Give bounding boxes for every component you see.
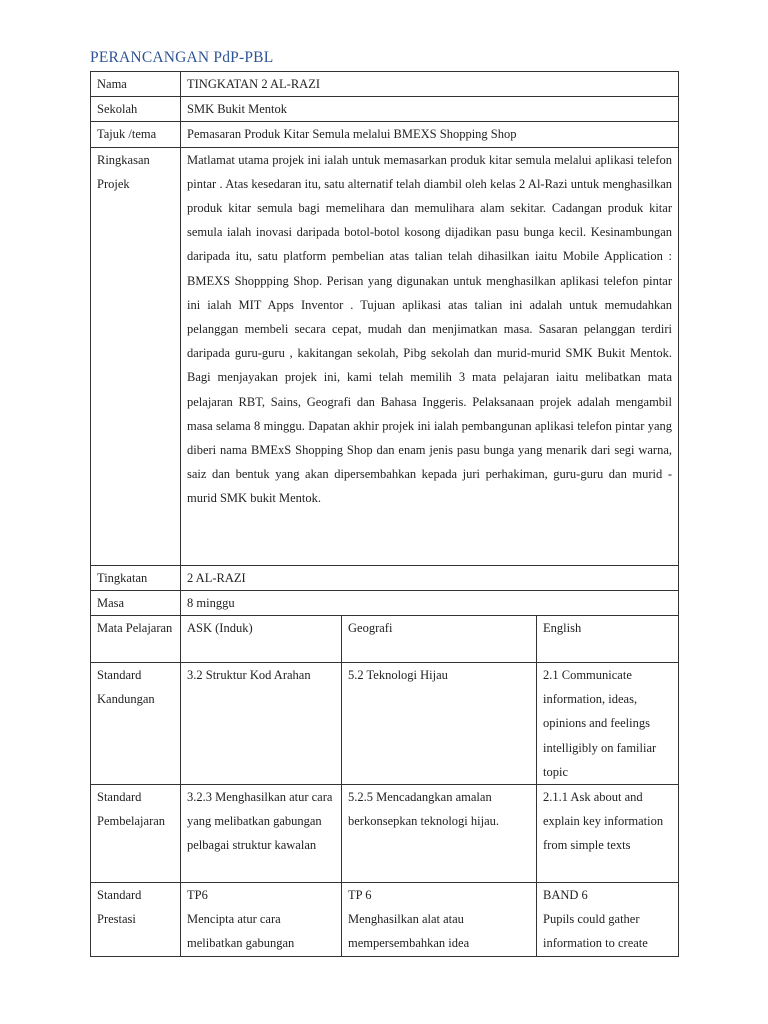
label-ringkasan: Ringkasan Projek (91, 147, 181, 565)
label-sekolah: Sekolah (91, 97, 181, 122)
prestasi-ask: TP6 Mencipta atur cara melibatkan gabungan (181, 883, 342, 957)
table-row-sekolah (91, 97, 679, 122)
table-row-tingkatan (91, 565, 679, 590)
subject-english: English (537, 616, 679, 663)
value-nama: TINGKATAN 2 AL-RAZI (181, 72, 679, 97)
sk-geografi: 5.2 Teknologi Hijau (342, 663, 537, 785)
subject-ask: ASK (Induk) (181, 616, 342, 663)
table-row-standard-prestasi (91, 883, 679, 957)
label-masa: Masa (91, 590, 181, 615)
sp-ask: 3.2.3 Menghasilkan atur cara yang melibatkan gabungan pelbagai struktur kawalan (181, 785, 342, 883)
label-standard-prestasi: Standard Prestasi (91, 883, 181, 957)
table-row-ringkasan (91, 147, 679, 565)
label-standard-kandungan: Standard Kandungan (91, 663, 181, 785)
table-row-nama (91, 72, 679, 97)
sk-ask: 3.2 Struktur Kod Arahan (181, 663, 342, 785)
value-masa: 8 minggu (181, 590, 679, 615)
label-tingkatan: Tingkatan (91, 565, 181, 590)
table-row-mata-pelajaran (91, 616, 679, 663)
table-row-masa (91, 590, 679, 615)
table-row-standard-kandungan (91, 663, 679, 785)
subject-geografi: Geografi (342, 616, 537, 663)
sp-english: 2.1.1 Ask about and explain key information from simple texts (537, 785, 679, 883)
label-mata-pelajaran: Mata Pelajaran (91, 616, 181, 663)
prestasi-english: BAND 6 Pupils could gather information to create (537, 883, 679, 957)
value-ringkasan: Matlamat utama projek ini ialah untuk memasarkan produk kitar semula melalui aplikasi telefon pintar . Atas kesedaran itu, satu alternatif telah diambil oleh kelas 2 Al-Razi untuk menghasilkan produk kitar semula bagi memelihara dan memulihara alam sekitar. Cadangan produk kitar semula ialah inovasi daripada botol-botol kosong dijadikan pasu bunga kecil. Kesinambungan daripada itu, satu platform pembelian atas talian telah dihasilkan iaitu Mobile Application : BMEXS Shoppping Shop. Perisan yang digunakan untuk menghasilkan aplikasi telefon pintar ini ialah MIT Apps Inventor . Tujuan aplikasi atas talian ini adalah untuk memudahkan pelanggan membeli secara cepat, mudah dan menjimatkan masa. Sasaran pelanggan terdiri daripada guru-guru , kakitangan sekolah, Pibg sekolah dan murid-murid SMK Bukit Mentok. Bagi menjayakan projek ini, kami telah memilih 3 mata pelajaran iaitu melibatkan mata pelajaran RBT, Sains, Geografi dan Bahasa Inggeris. Pelaksanaan projek adalah mengambil masa selama 8 minggu. Dapatan akhir projek ini ialah pembangunan aplikasi telefon pintar yang diberi nama BMExS Shopping Shop dan enam jenis pasu bunga yang menarik dari segi warna, saiz dan bentuk yang akan dipersembahkan kepada juri perhakiman, guru-guru dan murid -murid SMK bukit Mentok. (181, 147, 679, 565)
table-row-tajuk (91, 122, 679, 147)
label-nama: Nama (91, 72, 181, 97)
table-row-standard-pembelajaran (91, 785, 679, 883)
page-title: PERANCANGAN PdP-PBL (90, 49, 274, 66)
value-sekolah: SMK Bukit Mentok (181, 97, 679, 122)
value-tingkatan: 2 AL-RAZI (181, 565, 679, 590)
label-standard-pembelajaran: Standard Pembelajaran (91, 785, 181, 883)
sp-geografi: 5.2.5 Mencadangkan amalan berkonsepkan teknologi hijau. (342, 785, 537, 883)
lesson-plan-table (90, 71, 679, 957)
label-tajuk: Tajuk /tema (91, 122, 181, 147)
prestasi-geografi: TP 6 Menghasilkan alat atau mempersembahkan idea (342, 883, 537, 957)
sk-english: 2.1 Communicate information, ideas, opinions and feelings intelligibly on familiar topic (537, 663, 679, 785)
value-tajuk: Pemasaran Produk Kitar Semula melalui BMEXS Shopping Shop (181, 122, 679, 147)
